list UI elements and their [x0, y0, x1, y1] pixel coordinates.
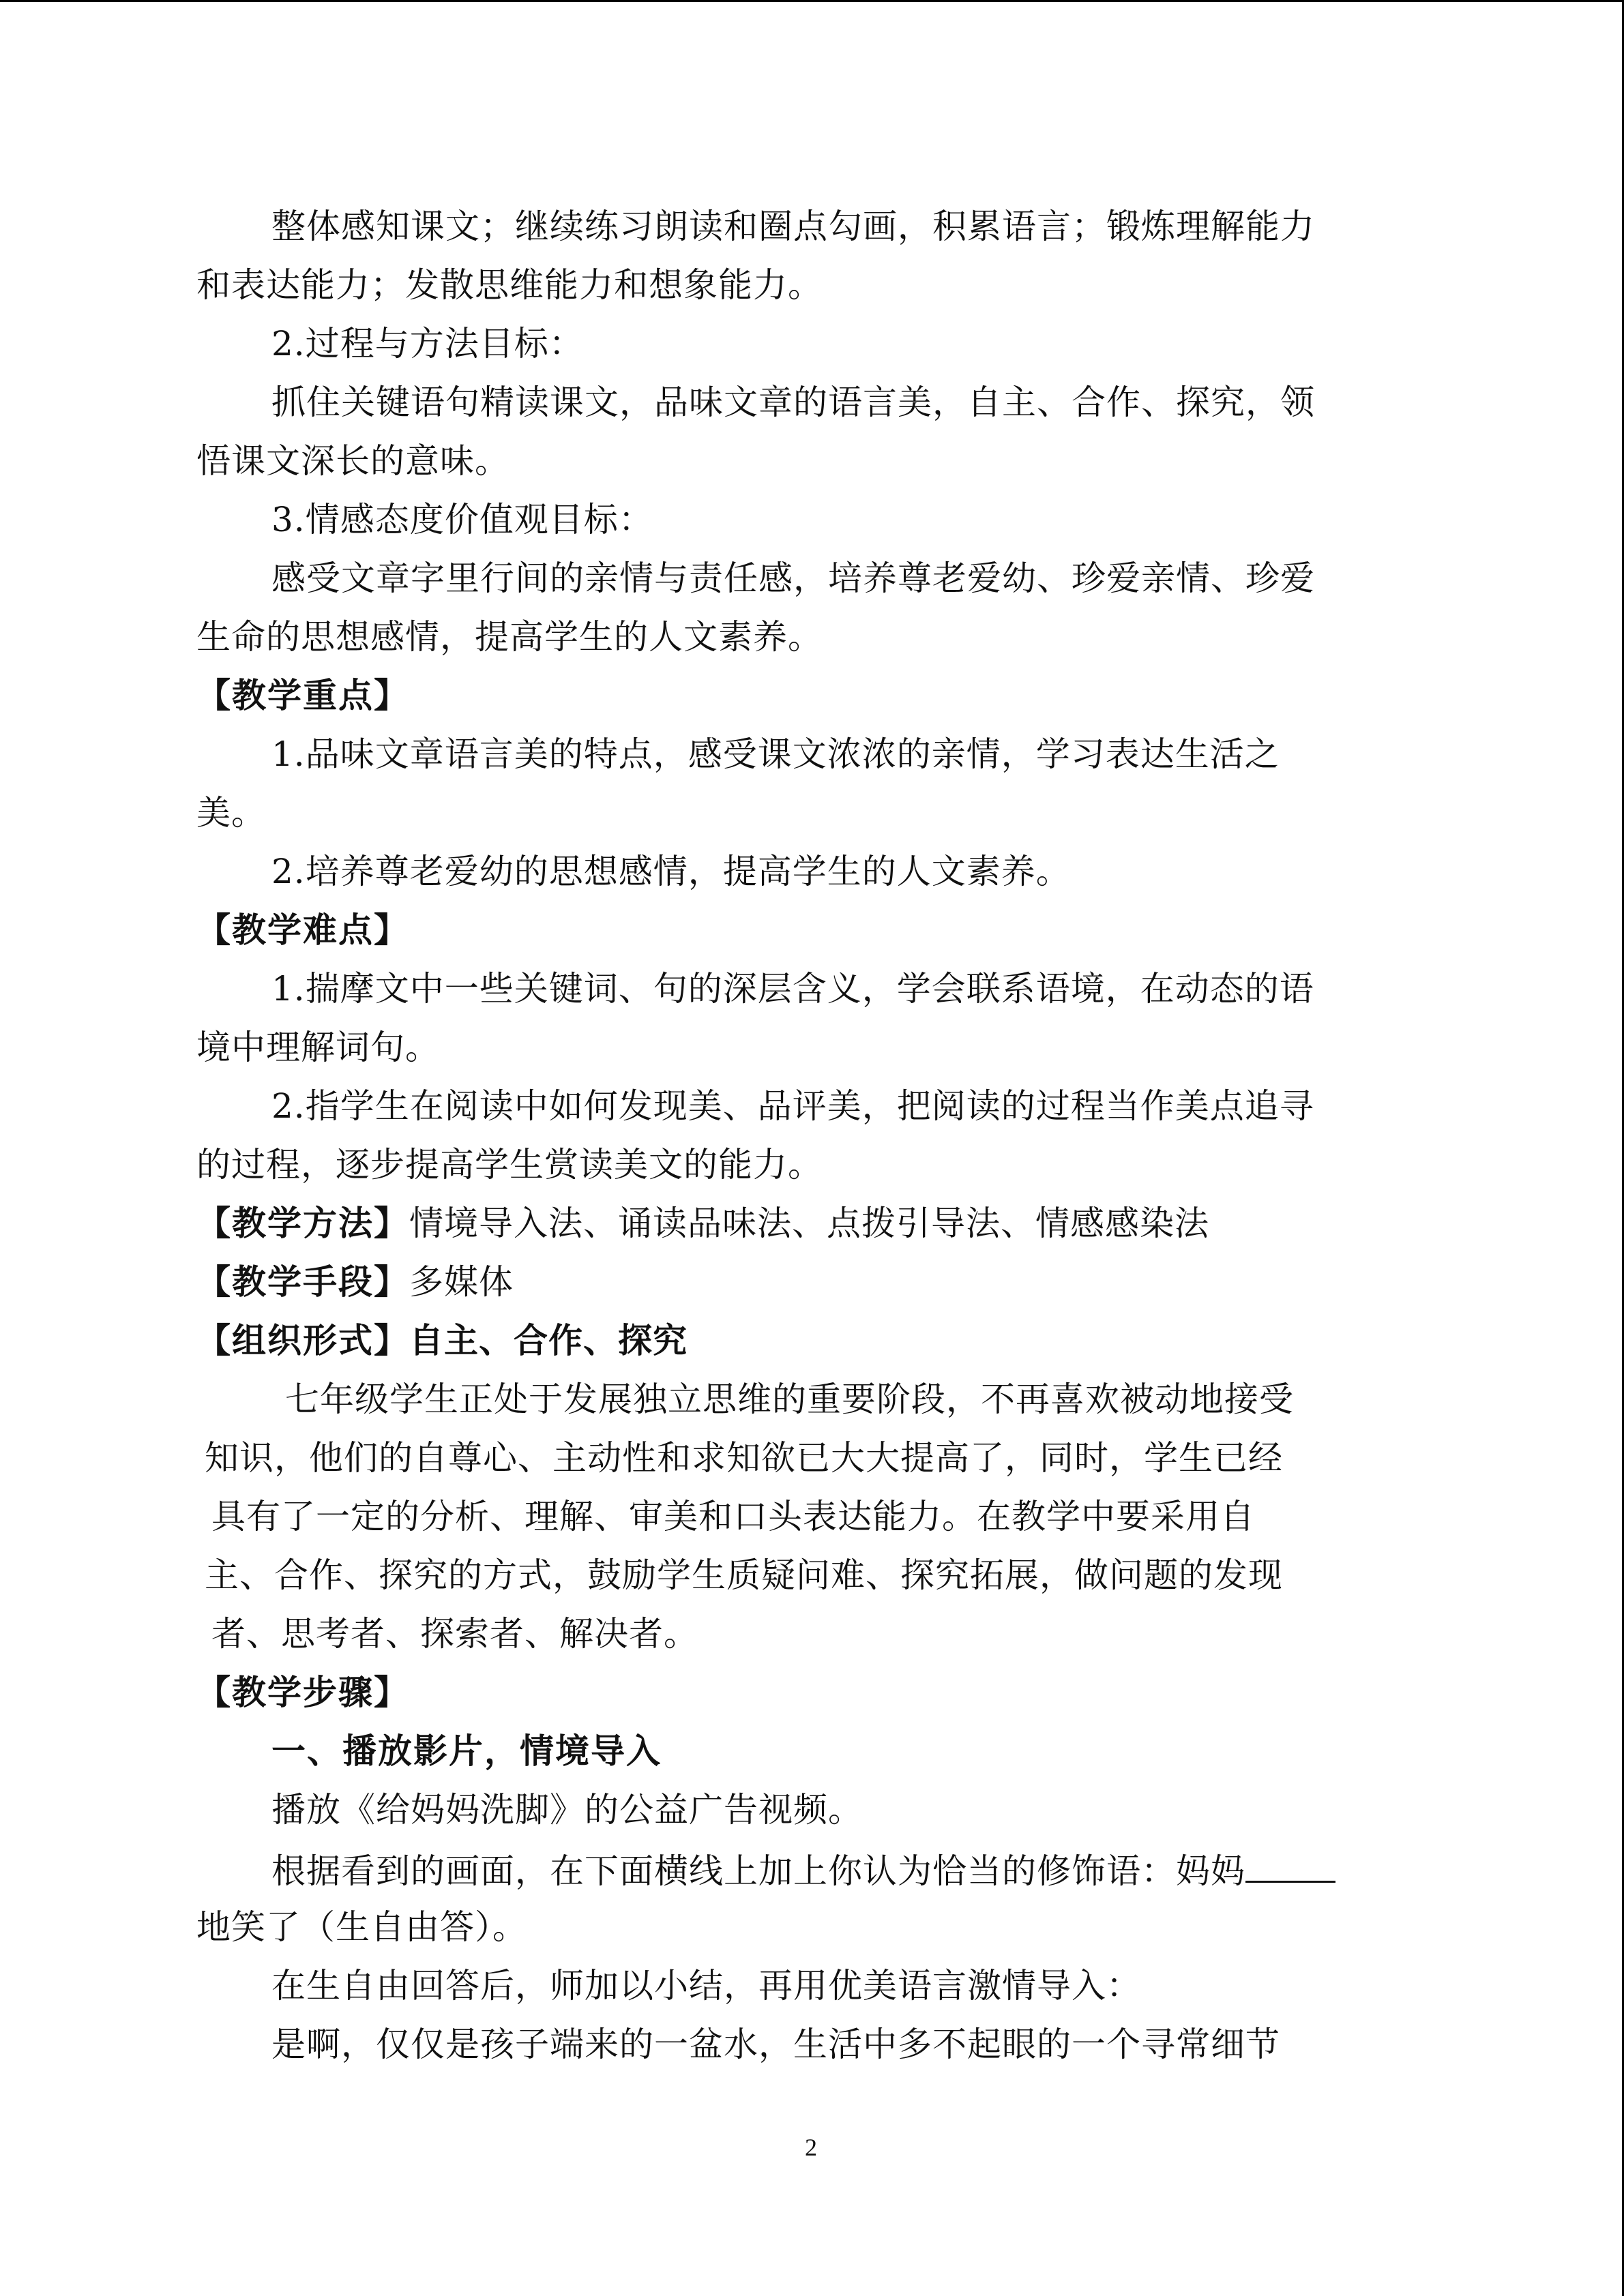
- text-line: 感受文章字里行间的亲情与责任感，培养尊老爱幼、珍爱亲情、珍爱: [271, 558, 1315, 598]
- form-line: [196, 1320, 688, 1361]
- section-heading-key-points: 【教学重点】: [196, 676, 409, 715]
- text-line: 是啊，仅仅是孩子端来的一盆水，生活中多不起眼的一个寻常细节: [271, 2025, 1280, 2064]
- text-line: 2.指学生在阅读中如何发现美、品评美，把阅读的过程当作美点追寻: [271, 1086, 1314, 1126]
- text-line: 知识，他们的自尊心、主动性和求知欲已大大提高了，同时，学生已经: [205, 1438, 1283, 1478]
- text-line: 播放《给妈妈洗脚》的公益广告视频。: [271, 1790, 863, 1830]
- text-line: 在生自由回答后，师加以小结，再用优美语言激情导入：: [271, 1966, 1141, 2006]
- text-line: 者、思考者、探索者、解决者。: [211, 1614, 698, 1654]
- text-line: 1.揣摩文中一些关键词、句的深层含义，学会联系语境，在动态的语: [271, 969, 1314, 1009]
- text-line: 悟课文深长的意味。: [196, 441, 510, 481]
- means-line: [196, 1262, 514, 1302]
- text-line: 和表达能力；发散思维能力和想象能力。: [196, 265, 823, 305]
- text-line: 抓住关键语句精读课文，品味文章的语言美，自主、合作、探究，领: [271, 383, 1315, 422]
- text-line: 七年级学生正处于发展独立思维的重要阶段，不再喜欢被动地接受: [285, 1380, 1294, 1419]
- text-line: 的过程，逐步提高学生赏读美文的能力。: [196, 1145, 823, 1184]
- form-text: 自主、合作、探究: [409, 1321, 688, 1360]
- text-line: 具有了一定的分析、理解、审美和口头表达能力。在教学中要采用自: [211, 1497, 1255, 1536]
- fill-blank-line: [271, 1848, 1335, 1889]
- text-segment: 根据看到的画面，在下面横线上加上你认为恰当的修饰语：妈妈: [271, 1851, 1245, 1891]
- page-number: 2: [805, 2134, 817, 2161]
- section-heading-method: 【教学方法】: [196, 1204, 409, 1243]
- section-heading-steps: 【教学步骤】: [196, 1673, 409, 1712]
- text-line: 整体感知课文；继续练习朗读和圈点勾画，积累语言；锻炼理解能力: [271, 207, 1315, 246]
- answer-blank: [1245, 1848, 1335, 1883]
- text-line: 美。: [196, 793, 266, 833]
- text-line: 3.情感态度价值观目标：: [271, 500, 653, 539]
- text-line: 1.品味文章语言美的特点，感受课文浓浓的亲情，学习表达生活之: [271, 734, 1280, 774]
- text-line: 生命的思想感情，提高学生的人文素养。: [196, 617, 823, 657]
- text-line: 2.培养尊老爱幼的思想感情，提高学生的人文素养。: [271, 852, 1071, 891]
- means-text: 多媒体: [409, 1262, 514, 1302]
- method-line: [196, 1203, 1209, 1244]
- text-line: 2.过程与方法目标：: [271, 324, 584, 363]
- section-heading-means: 【教学手段】: [196, 1262, 409, 1302]
- section-heading-difficulties: 【教学难点】: [196, 910, 409, 950]
- section-heading-form: 【组织形式】: [196, 1321, 409, 1360]
- method-text: 情境导入法、诵读品味法、点拨引导法、情感感染法: [409, 1204, 1209, 1243]
- text-line: 地笑了（生自由答）。: [196, 1907, 527, 1947]
- text-line: 境中理解词句。: [196, 1028, 440, 1067]
- step-heading: 一、播放影片，情境导入: [271, 1731, 662, 1771]
- page-border-top: [0, 0, 1624, 2]
- text-line: 主、合作、探究的方式，鼓励学生质疑问难、探究拓展，做问题的发现: [205, 1555, 1283, 1595]
